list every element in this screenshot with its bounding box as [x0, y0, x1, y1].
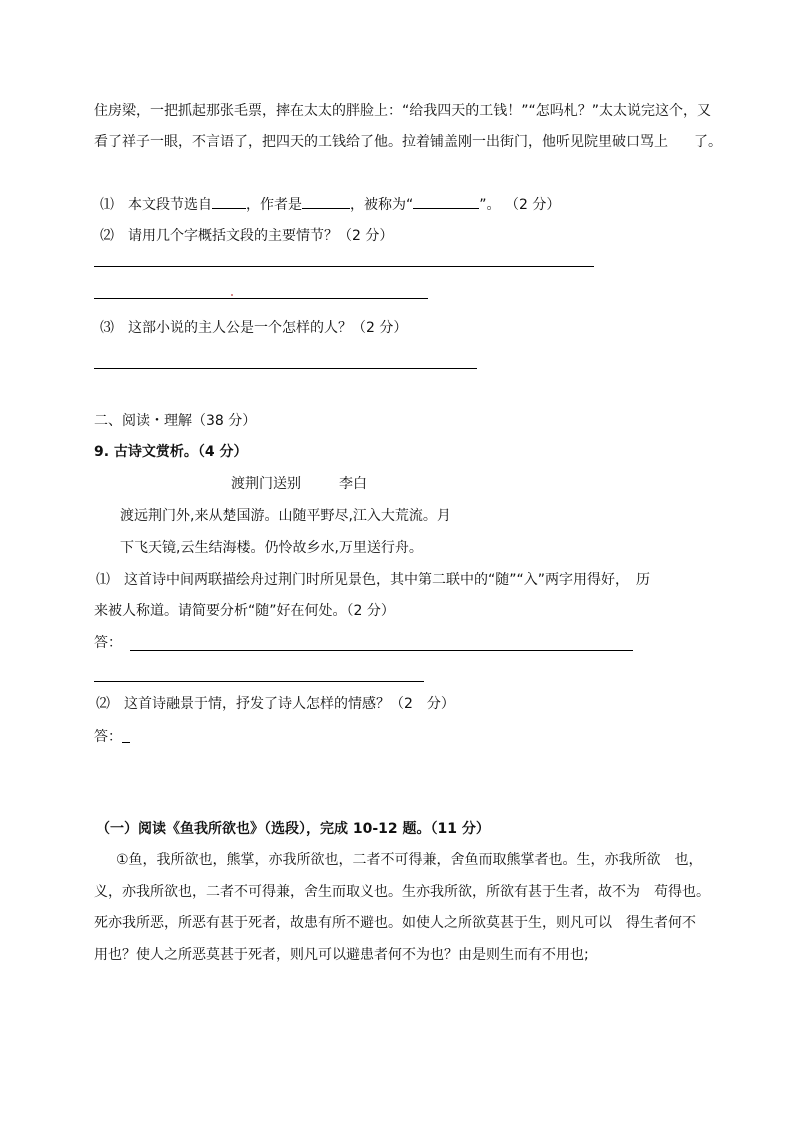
- q9-1-answer-line-2[interactable]: [94, 681, 424, 682]
- q8-1: [100, 194, 560, 215]
- q8-2: ⑵ 请用几个字概括文段的主要情节？（2 分）: [100, 228, 394, 244]
- passage-line-2-end: 了。: [694, 134, 722, 150]
- poem-author: 李白: [339, 476, 367, 492]
- q8-1-score: ”。 （2 分）: [479, 197, 561, 213]
- q8-1-label-author: ，作者是: [246, 197, 302, 213]
- answer-label-1: 答：: [94, 635, 122, 651]
- reading-1-para-line-4: 用也？使人之所恶莫甚于死者，则凡可以避患者何不为也？由是则生而有不用也;: [94, 947, 589, 963]
- stray-dot: [231, 294, 233, 296]
- q9-2-answer-line[interactable]: [122, 742, 130, 743]
- q9-2: ⑵ 这首诗融景于情，抒发了诗人怎样的情感？（2 分）: [96, 696, 455, 712]
- q8-3: ⑶ 这部小说的主人公是一个怎样的人？（2 分）: [100, 320, 408, 336]
- reading-1-para-line-2: 义，亦我所欲也，二者不可得兼，舍生而取义也。生亦我所欲，所欲有甚于生者，故不为 苟得也。: [94, 884, 710, 900]
- poem-line-2: 下飞天镜,云生结海楼。仍怜故乡水,万里送行舟。: [120, 540, 423, 556]
- q8-3-answer-line[interactable]: [94, 368, 477, 369]
- q8-1-blank-title[interactable]: [413, 194, 479, 209]
- passage-line-2: [94, 132, 722, 152]
- reading-1-heading: （一）阅读《鱼我所欲也》（选段），完成 10-12 题。（11 分）: [96, 821, 490, 837]
- q8-2-answer-line-2[interactable]: [94, 298, 428, 299]
- q8-1-label-title: ，被称为“: [350, 197, 414, 213]
- q8-1-blank-source[interactable]: [212, 194, 246, 209]
- q9-1-answer-line-1[interactable]: [130, 650, 633, 651]
- q8-1-blank-author[interactable]: [302, 194, 350, 209]
- section-2-heading: 二、阅读・理解（38 分）: [94, 413, 257, 429]
- q8-1-label: ⑴ 本文段节选自: [100, 197, 212, 213]
- answer-label-2: 答：: [94, 729, 122, 745]
- q8-2-answer-line-1[interactable]: [94, 266, 594, 267]
- passage-line-2-text: 看了祥子一眼，不言语了，把四天的工钱给了他。拉着铺盖刚一出街门，他听见院里破口骂上: [94, 134, 668, 150]
- reading-1-para-line-3: 死亦我所恶，所恶有甚于死者，故患有所不避也。如使人之所欲莫甚于生，则凡可以 得生者何不: [94, 915, 696, 931]
- q9-title: 9. 古诗文赏析。（4 分）: [94, 444, 248, 460]
- reading-1-para-line-1: ①鱼，我所欲也，熊掌，亦我所欲也，二者不可得兼，舍鱼而取熊掌者也。生，亦我所欲 也，: [116, 852, 703, 868]
- poem-title: 渡荆门送别: [231, 476, 301, 492]
- passage-line-1: 住房梁，一把抓起那张毛票，摔在太太的胖脸上：“给我四天的工钱！”“怎吗札？”太太说完这个，又: [94, 103, 712, 119]
- poem-line-1: 渡远荆门外,来从楚国游。山随平野尽,江入大荒流。月: [120, 508, 451, 524]
- q9-1-line-2: 来被人称道。请简要分析“随”好在何处。（2 分）: [94, 603, 395, 619]
- q9-1-line-1: ⑴ 这首诗中间两联描绘舟过荆门时所见景色，其中第二联中的“随”“入”两字用得好， 历: [96, 572, 651, 588]
